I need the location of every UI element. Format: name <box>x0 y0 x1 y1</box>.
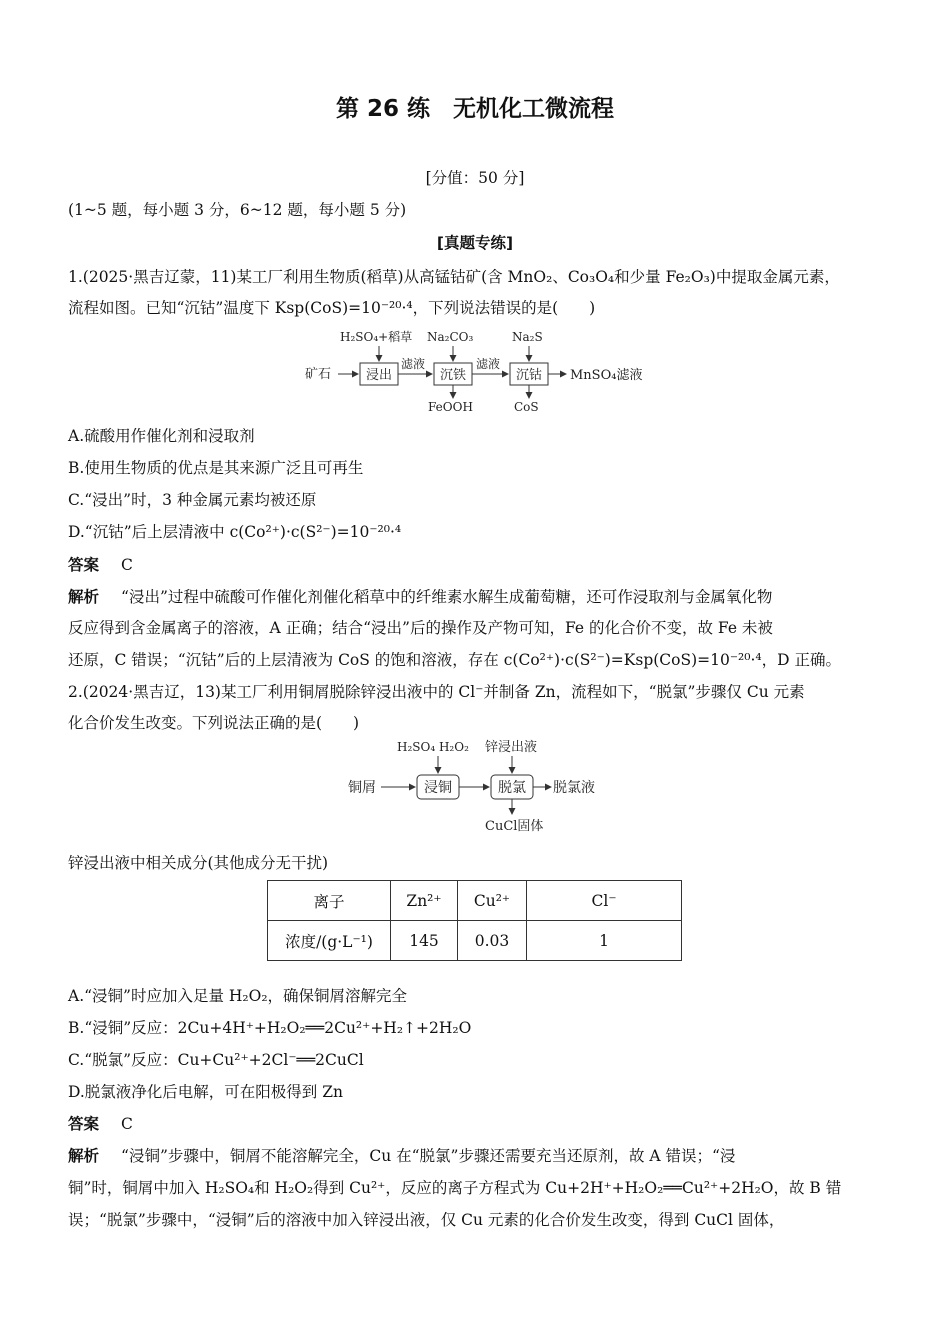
table-cell-zn: 145 <box>391 921 458 961</box>
table-header-cu: Cu²⁺ <box>458 881 527 921</box>
table-header-ion: 离子 <box>268 881 391 921</box>
q1-ore-label: 矿石 <box>305 367 332 382</box>
q2-analysis-line3: 误；“脱氯”步骤中，“浸铜”后的溶液中加入锌浸出液，仅 Cu 元素的化合价发生改变，得到 CuCl 固体， <box>68 1211 785 1229</box>
q2-answer <box>68 1112 133 1134</box>
q2-stem-line2: 化合价发生改变。下列说法正确的是( ) <box>68 714 360 732</box>
q1-stem-line1: 1.(2025·黑吉辽蒙，11)某工厂利用生物质(稻草)从高锰钴矿(含 MnO₂、Co₃O₄和少量 Fe₂O₃)中提取金属元素， <box>68 268 840 286</box>
table-row <box>268 921 682 961</box>
q1-cobalt-output: CoS <box>514 400 539 414</box>
table-cell-cl: 1 <box>527 921 682 961</box>
q1-cobalt-input: Na₂S <box>512 330 543 344</box>
q2-final-label: 脱氯液 <box>553 780 595 796</box>
q1-analysis-label: 解析 <box>68 588 100 606</box>
q1-option-a: A.硫酸用作催化剂和浸取剂 <box>68 427 255 445</box>
q1-iron-output: FeOOH <box>428 400 473 414</box>
q1-leach-input: H₂SO₄+稻草 <box>340 330 413 344</box>
q2-dechlor-label: 脱氯 <box>498 780 526 796</box>
table-header-cl: Cl⁻ <box>527 881 682 921</box>
q2-ion-table <box>267 880 682 961</box>
q2-option-d: D.脱氯液净化后电解，可在阳极得到 Zn <box>68 1083 343 1101</box>
q1-analysis-text1: “浸出”过程中硫酸可作催化剂催化稻草中的纤维素水解生成葡萄糖，还可作浸取剂与金属氧化物 <box>121 588 773 606</box>
q2-analysis-text1: “浸铜”步骤中，铜屑不能溶解完全，Cu 在“脱氯”步骤还需要充当还原剂，故 A 错误；“浸 <box>121 1147 736 1165</box>
q1-analysis-line2: 反应得到含金属离子的溶液，A 正确；结合“浸出”后的操作及产物可知，Fe 的化合价不变，故 Fe 未被 <box>68 619 773 637</box>
q2-answer-value: C <box>121 1115 133 1133</box>
q2-dechlor-input: 锌浸出液 <box>485 740 538 755</box>
q1-analysis-line1 <box>68 585 772 607</box>
score-value: [分值：50 分] <box>425 169 525 187</box>
q2-analysis-line1 <box>68 1144 735 1166</box>
q1-option-d: D.“沉钴”后上层清液中 c(Co²⁺)·c(S²⁻)=10⁻²⁰·⁴ <box>68 523 402 541</box>
q2-dechlor-output: CuCl固体 <box>485 819 544 834</box>
scoring-note: (1~5 题，每小题 3 分，6~12 题，每小题 5 分) <box>68 201 407 219</box>
q1-option-b: B.使用生物质的优点是其来源广泛且可再生 <box>68 459 364 477</box>
q1-answer <box>68 553 133 575</box>
q2-option-b: B.“浸铜”反应：2Cu+4H⁺+H₂O₂══2Cu²⁺+H₂↑+2H₂O <box>68 1019 472 1037</box>
table-header-zn: Zn²⁺ <box>391 881 458 921</box>
q2-analysis-line2: 铜”时，铜屑中加入 H₂SO₄和 H₂O₂得到 Cu²⁺，反应的离子方程式为 Cu+2H⁺+H₂O₂══Cu²⁺+2H₂O，故 B 错 <box>68 1179 842 1197</box>
q1-filtrate2-label: 滤液 <box>476 357 501 371</box>
q2-scrap-label: 铜屑 <box>348 780 376 796</box>
q1-answer-label: 答案 <box>68 556 100 574</box>
q2-option-c: C.“脱氯”反应：Cu+Cu²⁺+2Cl⁻══2CuCl <box>68 1051 364 1069</box>
q1-answer-value: C <box>121 556 133 574</box>
q1-stem-line2: 流程如图。已知“沉钴”温度下 Ksp(CoS)=10⁻²⁰·⁴，下列说法错误的是( ) <box>68 299 596 317</box>
q2-flow-diagram <box>345 735 610 835</box>
q2-option-a: A.“浸铜”时应加入足量 H₂O₂，确保铜屑溶解完全 <box>68 987 408 1005</box>
q2-table-caption: 锌浸出液中相关成分(其他成分无干扰) <box>68 854 329 872</box>
q2-stem-line1: 2.(2024·黑吉辽，13)某工厂利用铜屑脱除锌浸出液中的 Cl⁻并制备 Zn，流程如下，“脱氯”步骤仅 Cu 元素 <box>68 683 805 701</box>
table-cell-cu: 0.03 <box>458 921 527 961</box>
section-title: [真题专练] <box>436 234 514 252</box>
q2-leach-input: H₂SO₄ H₂O₂ <box>397 740 469 754</box>
q1-leach-label: 浸出 <box>366 368 393 383</box>
q1-iron-input: Na₂CO₃ <box>427 330 474 344</box>
q1-analysis-line3: 还原，C 错误；“沉钴”后的上层清液为 CoS 的饱和溶液，存在 c(Co²⁺)·c(S²⁻)=Ksp(CoS)=10⁻²⁰·⁴，D 正确。 <box>68 651 841 669</box>
q2-analysis-label: 解析 <box>68 1147 100 1165</box>
q1-iron-label: 沉铁 <box>440 368 467 383</box>
table-cell-concentration: 浓度/(g·L⁻¹) <box>268 921 391 961</box>
q1-option-c: C.“浸出”时，3 种金属元素均被还原 <box>68 491 317 509</box>
q1-filtrate1-label: 滤液 <box>401 357 426 371</box>
table-row <box>268 881 682 921</box>
q1-flow-diagram <box>300 322 660 414</box>
q1-final-label: MnSO₄滤液 <box>570 368 643 383</box>
q2-answer-label: 答案 <box>68 1115 100 1133</box>
q2-leach-label: 浸铜 <box>424 780 452 796</box>
page-title: 第 26 练 无机化工微流程 <box>335 96 615 122</box>
q1-cobalt-label: 沉钴 <box>516 368 543 383</box>
